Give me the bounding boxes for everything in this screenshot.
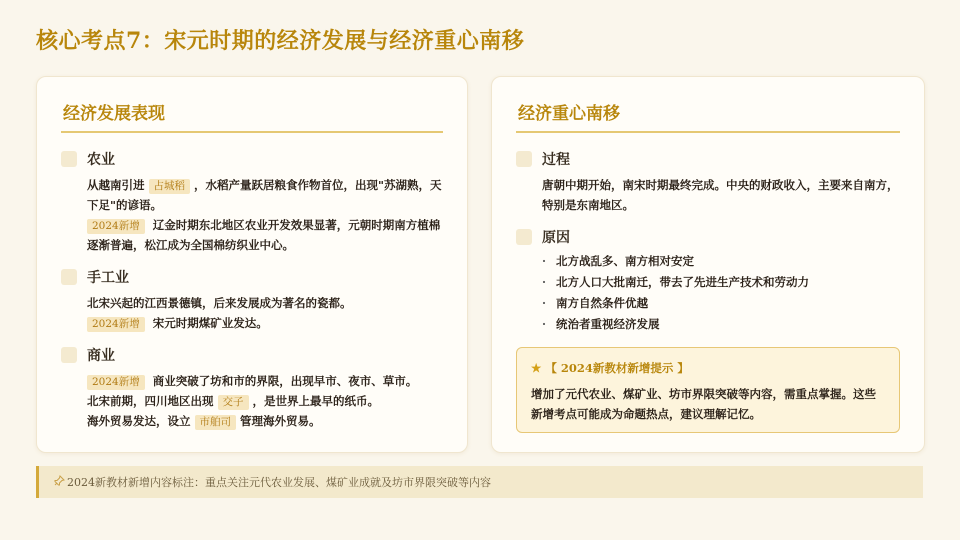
new-2024-badge: 2024新增 bbox=[87, 219, 145, 234]
economic-development-card bbox=[36, 76, 468, 453]
handicraft-line-1: 北宋兴起的江西景德镇，后来发展成为著名的瓷都。 bbox=[87, 296, 352, 310]
commerce-line-1: 2024新增 商业突破了坊和市的界限，出现早市、夜市、草市。 bbox=[87, 371, 443, 391]
new-2024-badge: 2024新增 bbox=[87, 317, 145, 332]
keyword-tag: 市舶司 bbox=[195, 415, 237, 430]
square-icon bbox=[516, 151, 532, 167]
commerce-line-2: 北宋前期，四川地区出现 交子 ，是世界上最早的纸币。 bbox=[87, 394, 379, 408]
commerce-line-3: 海外贸易发达，设立 市舶司 管理海外贸易。 bbox=[87, 414, 321, 428]
section-process bbox=[516, 149, 570, 169]
divider bbox=[61, 131, 443, 133]
section-label: 原因 bbox=[542, 230, 570, 246]
card-title: 经济发展表现 bbox=[63, 104, 165, 124]
square-icon bbox=[61, 269, 77, 285]
section-handicraft bbox=[61, 267, 129, 287]
footer-text: 2024新教材新增内容标注：重点关注元代农业发展、煤矿业成就及坊市界限突破等内容 bbox=[67, 476, 491, 489]
tip-box bbox=[516, 347, 900, 433]
section-commerce bbox=[61, 345, 115, 365]
economic-center-shift-card bbox=[491, 76, 925, 453]
keyword-tag: 占城稻 bbox=[149, 179, 191, 194]
list-item: · 统治者重视经济发展 bbox=[542, 317, 660, 331]
section-label: 商业 bbox=[87, 348, 115, 364]
tip-text: 增加了元代农业、煤矿业、坊市界限突破等内容，需重点掌握。这些新增考点可能成为命题热点，建议理解记忆。 bbox=[531, 387, 876, 421]
card-title: 经济重心南移 bbox=[518, 104, 620, 124]
agriculture-line-1: 从越南引进 占城稻 ，水稻产量跃居粮食作物首位，出现"苏湖熟，天下足"的谚语。 bbox=[87, 178, 442, 212]
reasons-list bbox=[542, 251, 900, 335]
list-item: · 北方战乱多、南方相对安定 bbox=[542, 254, 694, 268]
process-text: 唐朝中期开始，南宋时期最终完成。中央的财政收入，主要来自南方，特别是东南地区。 bbox=[542, 178, 899, 212]
list-item: · 南方自然条件优越 bbox=[542, 296, 648, 310]
square-icon bbox=[61, 347, 77, 363]
page-title: 核心考点7：宋元时期的经济发展与经济重心南移 bbox=[36, 28, 525, 54]
star-icon: ★ bbox=[531, 361, 542, 375]
section-agriculture bbox=[61, 149, 115, 169]
section-label: 过程 bbox=[542, 152, 570, 168]
section-label: 农业 bbox=[87, 152, 115, 168]
agriculture-line-2: 2024新增 辽金时期东北地区农业开发效果显著，元朝时期南方植棉逐渐普遍，松江成为全国棉纺织业中心。 bbox=[87, 218, 441, 252]
square-icon bbox=[61, 151, 77, 167]
divider bbox=[516, 131, 900, 133]
section-reasons bbox=[516, 227, 570, 247]
square-icon bbox=[516, 229, 532, 245]
new-2024-badge: 2024新增 bbox=[87, 375, 145, 390]
pin-icon bbox=[53, 475, 65, 490]
list-item: · 北方人口大批南迁，带去了先进生产技术和劳动力 bbox=[542, 275, 809, 289]
keyword-tag: 交子 bbox=[218, 395, 249, 410]
section-label: 手工业 bbox=[87, 270, 129, 286]
handicraft-line-2: 2024新增 宋元时期煤矿业发达。 bbox=[87, 313, 443, 333]
footer-note bbox=[36, 466, 923, 498]
tip-title: ★ 【 2024新教材新增提示 】 bbox=[531, 361, 689, 375]
